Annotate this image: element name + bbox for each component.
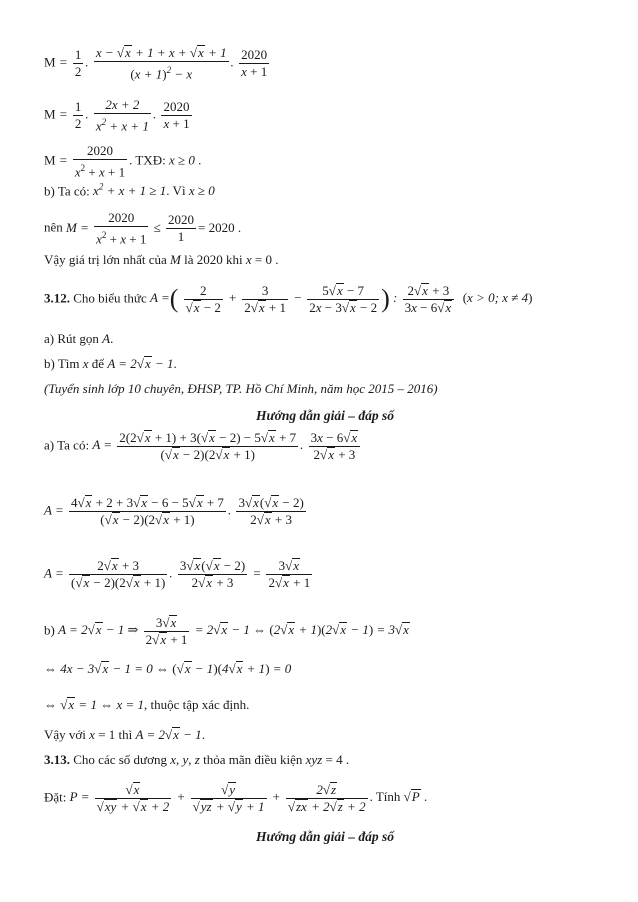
problem-3-12-statement: 3.12. Cho biểu thức A =( $\frac{2}{√x - 2}$ + $\frac{3}{2√x + 1}$ − $\frac{5√x - 7}{2x - 3√x - 2}$ ) : $\frac{2√x + 3}{3x - 6√x}$ (x > 0; x ≠ 4) xyxy=(44,283,533,315)
solution-a-step3: A = $\frac{2√x + 3}{(√x - 2)(2√x + 1)}$ . $\frac{3√x(√x - 2)}{2√x + 3}$ = $\frac{3√x}{2√x + 1}$ xyxy=(44,558,311,590)
solution-b-conclusion: Vậy với x = 1 thì A = 2√x − 1. xyxy=(44,727,205,742)
solution-heading-1: Hướng dẫn giải – đáp số xyxy=(256,408,394,423)
solution-b-step2: ⇔ 4x − 3√x − 1 = 0 ⇔ (√x − 1)(4√x + 1) = 0 xyxy=(44,661,292,676)
part-b-inequality: b) Ta có: $x^2 + x + 1 \ge 1$. Vì x ≥ 0 xyxy=(44,182,215,199)
problem-3-12-source: (Tuyển sinh lớp 10 chuyên, ĐHSP, TP. Hồ Chí Minh, năm học 2015 – 2016) xyxy=(44,381,438,396)
part-b-conclusion: Vậy giá trị lớn nhất của M là 2020 khi x = 0 . xyxy=(44,252,279,267)
solution-heading-2: Hướng dẫn giải – đáp số xyxy=(256,829,394,844)
solution-a-step1: a) Ta có: A = $\frac{2(2√x + 1) + 3(√x - 2) - 5√x + 7}{(√x - 2)(2√x + 1)}$ . $\frac{3x - 6√x}{2√x + 3}$ xyxy=(44,430,362,463)
problem-3-12-part-b: b) Tìm x để A = 2√x − 1. xyxy=(44,356,177,371)
problem-3-12-part-a: a) Rút gọn A. xyxy=(44,331,114,346)
part-b-bound: nên M = $\frac{2020}{x^2 + x + 1}$ ≤ $\frac{2020}{1}$ = 2020 . xyxy=(44,210,242,247)
solution-b-step1: b) A = 2√x − 1 ⇒ $\frac{3√x}{2√x + 1}$ = 2√x − 1 ⇔ (2√x + 1)(2√x − 1) = 3√x xyxy=(44,615,409,647)
problem-3-13-definition: Đặt: P = $\frac{√x}{√xy + √x + 2}$ + $\frac{√y}{√yz + √y + 1}$ + $\frac{2√z}{√zx + 2√z + 2}$ . Tính √P . xyxy=(44,782,428,814)
problem-3-13-statement: 3.13. Cho các số dương x, y, z thỏa mãn điều kiện xyz = 4 . xyxy=(44,752,350,767)
formula-m-step3: M = $\frac{2020}{x^2 + x + 1}$ . TXĐ: x ≥ 0 . xyxy=(44,143,202,180)
formula-m-step1: M = $\frac{1}{2}$ . $\frac{x - √x + 1 + x + √x + 1}{(x + 1)^2 - x}$ . $\frac{2020}{x + 1}$ xyxy=(44,45,268,82)
formula-m-step2: M = $\frac{1}{2}$ . $\frac{2x + 2}{x^2 + x + 1}$ . $\frac{2020}{x + 1}$ xyxy=(44,97,190,134)
solution-b-step3: ⇔ √x = 1 ⇔ x = 1, thuộc tập xác định. xyxy=(44,697,250,712)
solution-a-step2: A = $\frac{4√x + 2 + 3√x - 6 - 5√x + 7}{(√x - 2)(2√x + 1)}$ . $\frac{3√x(√x - 2)}{2√x + 3}$ xyxy=(44,495,304,527)
